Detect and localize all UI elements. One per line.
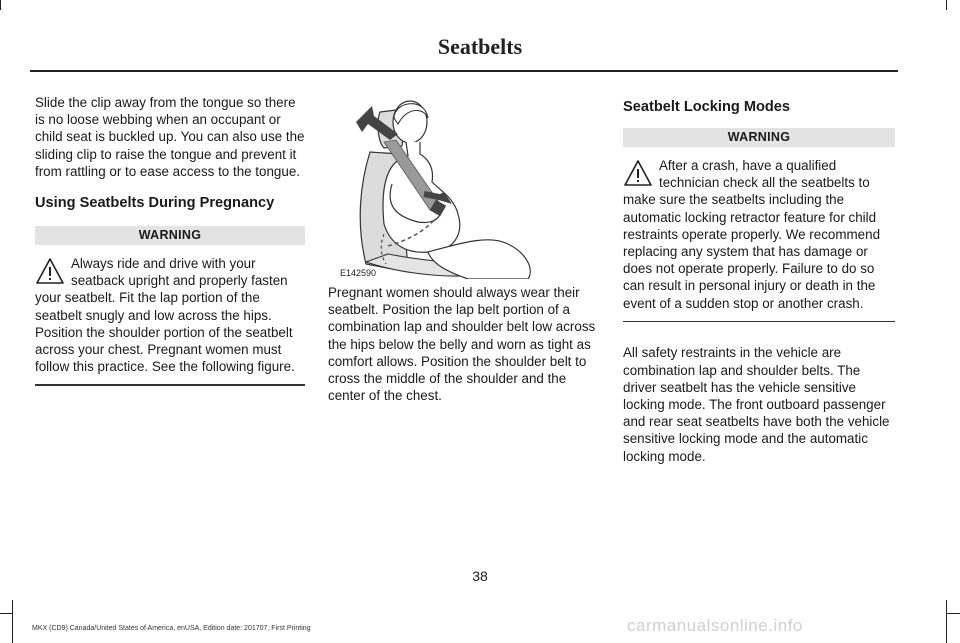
figure-code: E142590: [340, 267, 377, 278]
warning-label-bar-right: [623, 128, 895, 147]
warning-text-right: After a crash, have a qualified technician check all the seatbelts to make sure the seatbelts including the automatic locking retractor feature for child restraints operate properly. We recommend replacing any system that has damage or does not operate properly. Failure to do so can result in personal injury or death in the event of a sudden stop or another crash.: [623, 158, 881, 311]
warning-label: WARNING: [138, 228, 202, 243]
crop-mark: [12, 600, 13, 643]
warning-block: [35, 245, 305, 375]
warning-end-rule: [35, 384, 305, 386]
warning-triangle-icon: [35, 257, 65, 287]
crop-mark: [946, 0, 947, 10]
page-title: Seatbelts: [437, 34, 523, 59]
intro-paragraph: Slide the clip away from the tongue so there is no loose webbing when an occupant or child seat is buckled up. You can also use the sliding clip to raise the tongue and prevent it from rattling or to ease access to the tongue.: [35, 95, 305, 179]
warning-end-rule-right: [623, 321, 895, 323]
locking-modes-heading: Seatbelt Locking Modes: [623, 99, 791, 115]
crop-mark: [0, 0, 1, 10]
page-number: 38: [472, 568, 488, 584]
left-column: [35, 94, 305, 386]
crop-mark: [946, 600, 947, 643]
middle-column: [328, 94, 600, 404]
pregnant-seatbelt-figure: [328, 94, 598, 284]
warning-label-right: WARNING: [727, 130, 791, 144]
pregnancy-paragraph: Pregnant women should always wear their seatbelt. Position the lap belt portion of a combination lap and shoulder belt low across the hips below the belly and worn as tight as comfort allows. Position the shoulder belt to cross the middle of the shoulder and the center of the chest.: [328, 285, 596, 404]
locking-modes-paragraph: All safety restraints in the vehicle are combination lap and shoulder belts. The driver seatbelt has the vehicle sensitive locking mode. The front outboard passenger and rear seat seatbelts have both the vehicle sensitive locking mode and the automatic locking mode.: [623, 345, 890, 464]
warning-block-right: [623, 147, 895, 312]
watermark: carmanualsonline.info: [627, 616, 803, 635]
pregnant-woman-seatbelt-illustration: [328, 94, 598, 279]
warning-text: Always ride and drive with your seatback upright and properly fasten your seatbelt. Fit the lap portion of the seatbelt snugly and low across the hips. Position the shoulder portion of the seatbelt across your chest. Pregnant women must follow this practice. See the following figure.: [35, 256, 295, 375]
pregnancy-heading: Using Seatbelts During Pregnancy: [35, 195, 275, 212]
crop-mark: [0, 613, 12, 614]
warning-label-bar: [35, 226, 305, 245]
warning-triangle-icon: [623, 159, 653, 189]
header-rule: [30, 70, 898, 72]
right-column: [623, 94, 895, 465]
crop-mark: [947, 613, 960, 614]
edition-footer: MKX (CD9) Canada/United States of America, enUSA, Edition date: 201707, First Printing: [32, 625, 311, 632]
